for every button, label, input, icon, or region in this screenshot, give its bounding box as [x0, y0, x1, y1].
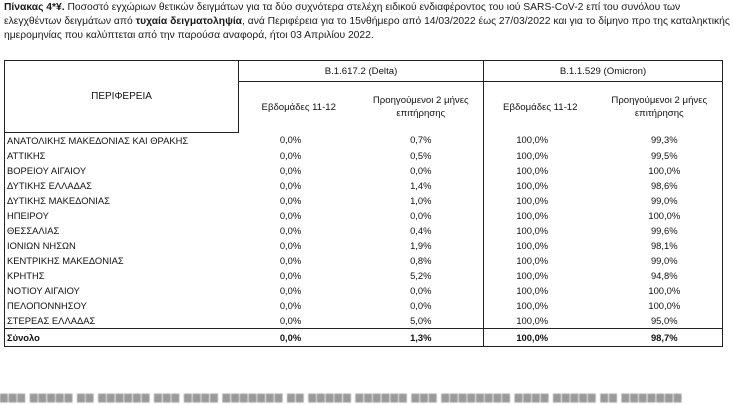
region-cell: ΘΕΣΣΑΛΙΑΣ [5, 223, 239, 238]
omicron-prev-cell: 100,0% [597, 208, 723, 223]
delta-prev-cell: 1,4% [359, 178, 484, 193]
omicron-weeks-header: Εβδομάδες 11-12 [503, 101, 578, 113]
delta-weeks-cell: 0,0% [279, 209, 302, 221]
delta-weeks-cell: 0,0% [279, 164, 302, 176]
caption-text-1: Ποσοστό εγχώριων θετικών δειγμάτων για τα δύο συχνότερα στελέχη ειδικού ενδιαφέροντος του ιού SARS-CoV-2 επί του συνόλου των ελεγχθέντων δειγμάτων από [4, 2, 681, 27]
omicron-weeks-cell: 100,0% [516, 179, 549, 191]
delta-weeks-cell: 0,0% [279, 224, 302, 236]
delta-weeks-cell: 0,0% [279, 179, 302, 191]
omicron-variant-header: Β.1.1.529 (Omicron) [484, 61, 723, 82]
delta-prev-cell: 0,0% [359, 298, 484, 313]
delta-weeks-cell: 0,0% [279, 194, 302, 206]
delta-prev-cell: 0,5% [359, 148, 484, 163]
omicron-prev-cell: 95,0% [597, 313, 723, 329]
delta-weeks-cell: 0,0% [279, 314, 302, 326]
table-row [5, 268, 723, 283]
omicron-weeks-cell: 100,0% [516, 239, 549, 251]
delta-weeks-cell: 0,0% [279, 284, 302, 296]
region-column-header: ΠΕΡΙΦΕΡΕΙΑ [5, 61, 239, 133]
omicron-weeks-cell: 100,0% [516, 284, 549, 296]
delta-weeks-cell: 0,0% [279, 239, 302, 251]
table-row [5, 193, 723, 208]
region-cell: ΠΕΛΟΠΟΝΝΗΣΟΥ [5, 298, 239, 313]
region-cell: ΒΟΡΕΙΟΥ ΑΙΓΑΙΟΥ [5, 163, 239, 178]
total-omicron-weeks: 100,0% [484, 328, 597, 346]
delta-prev-cell: 0,7% [359, 132, 484, 148]
omicron-prev-cell: 98,6% [597, 178, 723, 193]
region-cell: ΑΝΑΤΟΛΙΚΗΣ ΜΑΚΕΔΟΝΙΑΣ ΚΑΙ ΘΡΑΚΗΣ [5, 132, 239, 148]
delta-prev-cell: 5,0% [359, 313, 484, 329]
omicron-prev-cell: 99,3% [597, 132, 723, 148]
omicron-weeks-cell: 100,0% [516, 224, 549, 236]
total-delta-weeks: 0,0% [239, 328, 359, 346]
table-row [5, 132, 723, 148]
omicron-prev-cell: 99,0% [597, 193, 723, 208]
table-row [5, 283, 723, 298]
table-row [5, 253, 723, 268]
delta-prev-cell: 0,8% [359, 253, 484, 268]
omicron-weeks-cell: 100,0% [516, 269, 549, 281]
total-label: Σύνολο [5, 328, 239, 346]
region-cell: ΙΟΝΙΩΝ ΝΗΣΩΝ [5, 238, 239, 253]
table-row [5, 208, 723, 223]
omicron-prev-cell: 100,0% [597, 163, 723, 178]
delta-prev-cell: 0,0% [359, 283, 484, 298]
omicron-prev-cell: 99,6% [597, 223, 723, 238]
faded-next-line: ▆▆▆ ▆▆▆▆▆ ▆▆ ▆▆▆▆▆▆ ▆▆▆ ▆▆▆▆ ▆▆▆▆▆▆▆ ▆▆ ▆▆▆▆▆ ▆▆▆▆▆▆ ▆▆▆ ▆▆▆▆▆▆▆▆ ▆▆▆▆ ▆▆▆▆▆ ▆▆ ▆▆▆▆▆▆▆ [0, 392, 683, 403]
omicron-weeks-cell: 100,0% [516, 134, 549, 146]
table-row [5, 298, 723, 313]
region-cell: ΝΟΤΙΟΥ ΑΙΓΑΙΟΥ [5, 283, 239, 298]
delta-prev-cell: 1,0% [359, 193, 484, 208]
table-row [5, 238, 723, 253]
omicron-prev-cell: 99,0% [597, 253, 723, 268]
delta-prev-cell: 0,0% [359, 208, 484, 223]
delta-variant-header: Β.1.617.2 (Delta) [239, 61, 484, 82]
omicron-weeks-cell: 100,0% [516, 209, 549, 221]
caption-label: Πίνακας 4*¥. [4, 2, 65, 13]
caption-text-2: , ανά Περιφέρεια για το 15νθήμερο από 14/03/2022 έως 27/03/2022 και για το δίμηνο προ της καταληκτικής ημερομηνίας που καλύπτεται από την παρούσα αναφορά, ήτοι 03 Απριλίου 2022. [4, 16, 730, 41]
omicron-weeks-cell: 100,0% [516, 299, 549, 311]
omicron-prev-cell: 99,5% [597, 148, 723, 163]
omicron-prev-cell: 100,0% [597, 298, 723, 313]
delta-weeks-cell: 0,0% [279, 269, 302, 281]
omicron-prev-header: Προηγούμενοι 2 μήνες επιτήρησης [597, 82, 723, 133]
omicron-weeks-cell: 100,0% [516, 314, 549, 326]
delta-prev-cell: 0,4% [359, 223, 484, 238]
region-cell: ΚΕΝΤΡΙΚΗΣ ΜΑΚΕΔΟΝΙΑΣ [5, 253, 239, 268]
region-cell: ΔΥΤΙΚΗΣ ΜΑΚΕΔΟΝΙΑΣ [5, 193, 239, 208]
variant-header-row [5, 61, 723, 82]
delta-prev-cell: 0,0% [359, 163, 484, 178]
omicron-prev-cell: 100,0% [597, 283, 723, 298]
delta-weeks-cell: 0,0% [279, 149, 302, 161]
variants-table [4, 60, 723, 347]
omicron-prev-cell: 94,8% [597, 268, 723, 283]
delta-weeks-cell: 0,0% [279, 254, 302, 266]
table-row [5, 163, 723, 178]
region-cell: ΚΡΗΤΗΣ [5, 268, 239, 283]
delta-weeks-cell: 0,0% [279, 299, 302, 311]
region-cell: ΗΠΕΙΡΟΥ [5, 208, 239, 223]
omicron-weeks-cell: 100,0% [516, 194, 549, 206]
region-cell: ΔΥΤΙΚΗΣ ΕΛΛΑΔΑΣ [5, 178, 239, 193]
table-body [5, 132, 723, 346]
table-caption [4, 1, 732, 43]
omicron-prev-cell: 98,1% [597, 238, 723, 253]
delta-prev-header: Προηγούμενοι 2 μήνες επιτήρησης [359, 82, 484, 133]
table-row [5, 223, 723, 238]
omicron-weeks-cell: 100,0% [516, 254, 549, 266]
total-row [5, 328, 723, 346]
delta-prev-cell: 5,2% [359, 268, 484, 283]
delta-weeks-cell: 0,0% [279, 134, 302, 146]
omicron-weeks-cell: 100,0% [516, 149, 549, 161]
total-delta-prev: 1,3% [359, 328, 484, 346]
table-row [5, 148, 723, 163]
table-row [5, 178, 723, 193]
total-omicron-prev: 98,7% [597, 328, 723, 346]
omicron-weeks-cell: 100,0% [516, 164, 549, 176]
delta-weeks-header: Εβδομάδες 11-12 [261, 101, 336, 113]
region-cell: ΣΤΕΡΕΑΣ ΕΛΛΑΔΑΣ [5, 313, 239, 329]
table-row [5, 313, 723, 329]
delta-prev-cell: 1,9% [359, 238, 484, 253]
caption-emphasis: τυχαία δειγματοληψία [135, 16, 243, 27]
region-cell: ΑΤΤΙΚΗΣ [5, 148, 239, 163]
